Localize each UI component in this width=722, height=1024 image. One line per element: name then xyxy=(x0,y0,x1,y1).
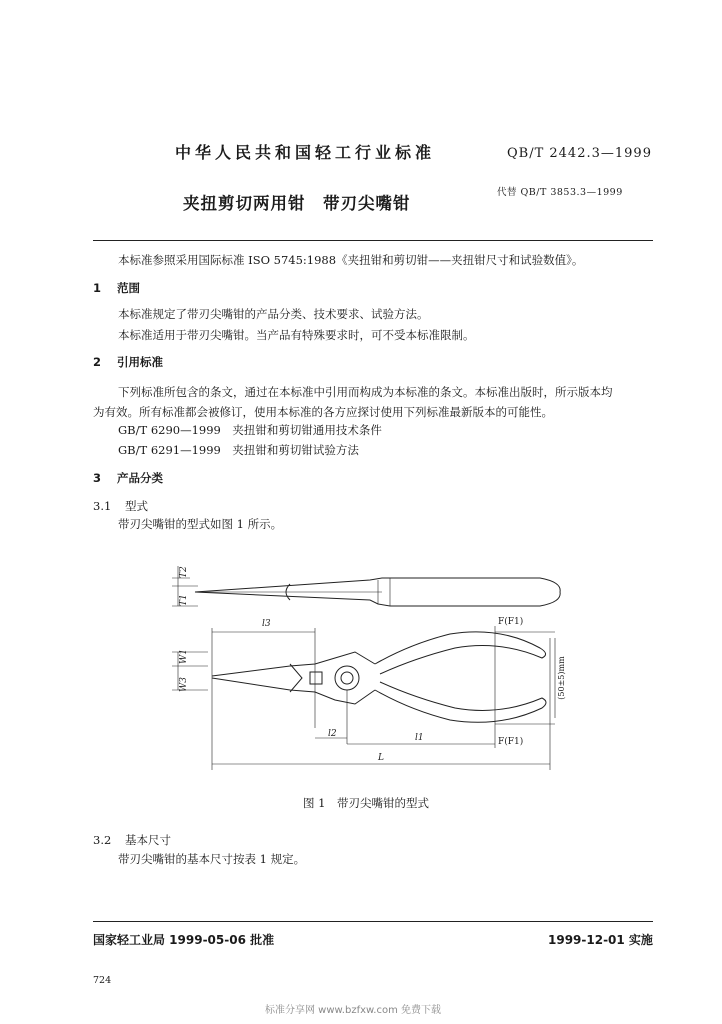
section-2-heading xyxy=(93,354,163,370)
section-number: 1 xyxy=(93,281,102,295)
label-l2: l2 xyxy=(328,729,337,739)
label-l3: l3 xyxy=(262,619,271,629)
issuer-note: 国家轻工业局 1999-05-06 批准 xyxy=(93,933,275,947)
label-force-bottom: F(F1) xyxy=(498,737,524,747)
subsection-3-1-heading xyxy=(93,498,148,514)
standard-title: 夹扭剪切两用钳 带刃尖嘴钳 xyxy=(183,194,411,213)
pliers-side-view xyxy=(212,632,546,722)
section-3-heading xyxy=(93,470,163,486)
paragraph: 为有效。所有标准都会被修订，使用本标准的各方应探讨使用下列标准最新版本的可能性。 xyxy=(93,405,553,419)
label-t2: T2 xyxy=(179,566,189,578)
section-title: 范围 xyxy=(117,281,141,295)
header-rule xyxy=(93,240,653,241)
section-number: 3 xyxy=(93,471,102,485)
intro-text: 本标准参照采用国际标准 ISO 5745:1988《夹扭钳和剪切钳——夹扭钳尺寸和试验数值》。 xyxy=(118,253,584,267)
replaces-note: 代替 QB/T 3853.3—1999 xyxy=(497,187,623,198)
paragraph: 带刃尖嘴钳的型式如图 1 所示。 xyxy=(118,517,283,531)
label-handle-distance: (50±5)mm xyxy=(557,656,566,700)
standard-code: QB/T 2442.3—1999 xyxy=(507,146,652,161)
label-w1: W1 xyxy=(179,649,189,664)
label-force-top: F(F1) xyxy=(498,617,524,627)
effective-date: 1999-12-01 实施 xyxy=(548,933,653,947)
subsection-3-2-heading xyxy=(93,832,171,848)
reference-item: GB/T 6290—1999 夹扭钳和剪切钳通用技术条件 xyxy=(118,423,382,437)
paragraph: 带刃尖嘴钳的基本尺寸按表 1 规定。 xyxy=(118,852,306,866)
pliers-figure xyxy=(150,548,570,780)
paragraph: 本标准适用于带刃尖嘴钳。当产品有特殊要求时，可不受本标准限制。 xyxy=(118,328,475,342)
footer-rule xyxy=(93,921,653,922)
watermark: 标准分享网 www.bzfxw.com 免费下载 xyxy=(265,1005,441,1016)
section-title: 产品分类 xyxy=(117,471,164,485)
paragraph: 本标准规定了带刃尖嘴钳的产品分类、技术要求、试验方法。 xyxy=(118,307,429,321)
subsection-number: 3.2 xyxy=(93,833,112,847)
section-title: 引用标准 xyxy=(117,355,164,369)
label-w3: W3 xyxy=(179,677,189,692)
subsection-title: 型式 xyxy=(124,499,148,513)
page-number: 724 xyxy=(93,975,112,986)
section-1-heading xyxy=(93,280,140,296)
subsection-title: 基本尺寸 xyxy=(124,833,171,847)
label-l1: l1 xyxy=(415,733,424,743)
label-L: L xyxy=(378,753,384,763)
paragraph: 下列标准所包含的条文，通过在本标准中引用而构成为本标准的条文。本标准出版时，所示版本均 xyxy=(118,385,613,399)
pliers-top-view xyxy=(195,578,560,606)
section-number: 2 xyxy=(93,355,102,369)
subsection-number: 3.1 xyxy=(93,499,112,513)
reference-item: GB/T 6291—1999 夹扭钳和剪切钳试验方法 xyxy=(118,443,359,457)
figure-caption: 图 1 带刃尖嘴钳的型式 xyxy=(303,796,429,810)
standard-org: 中华人民共和国轻工行业标准 xyxy=(175,143,436,162)
label-t1: T1 xyxy=(179,594,189,606)
